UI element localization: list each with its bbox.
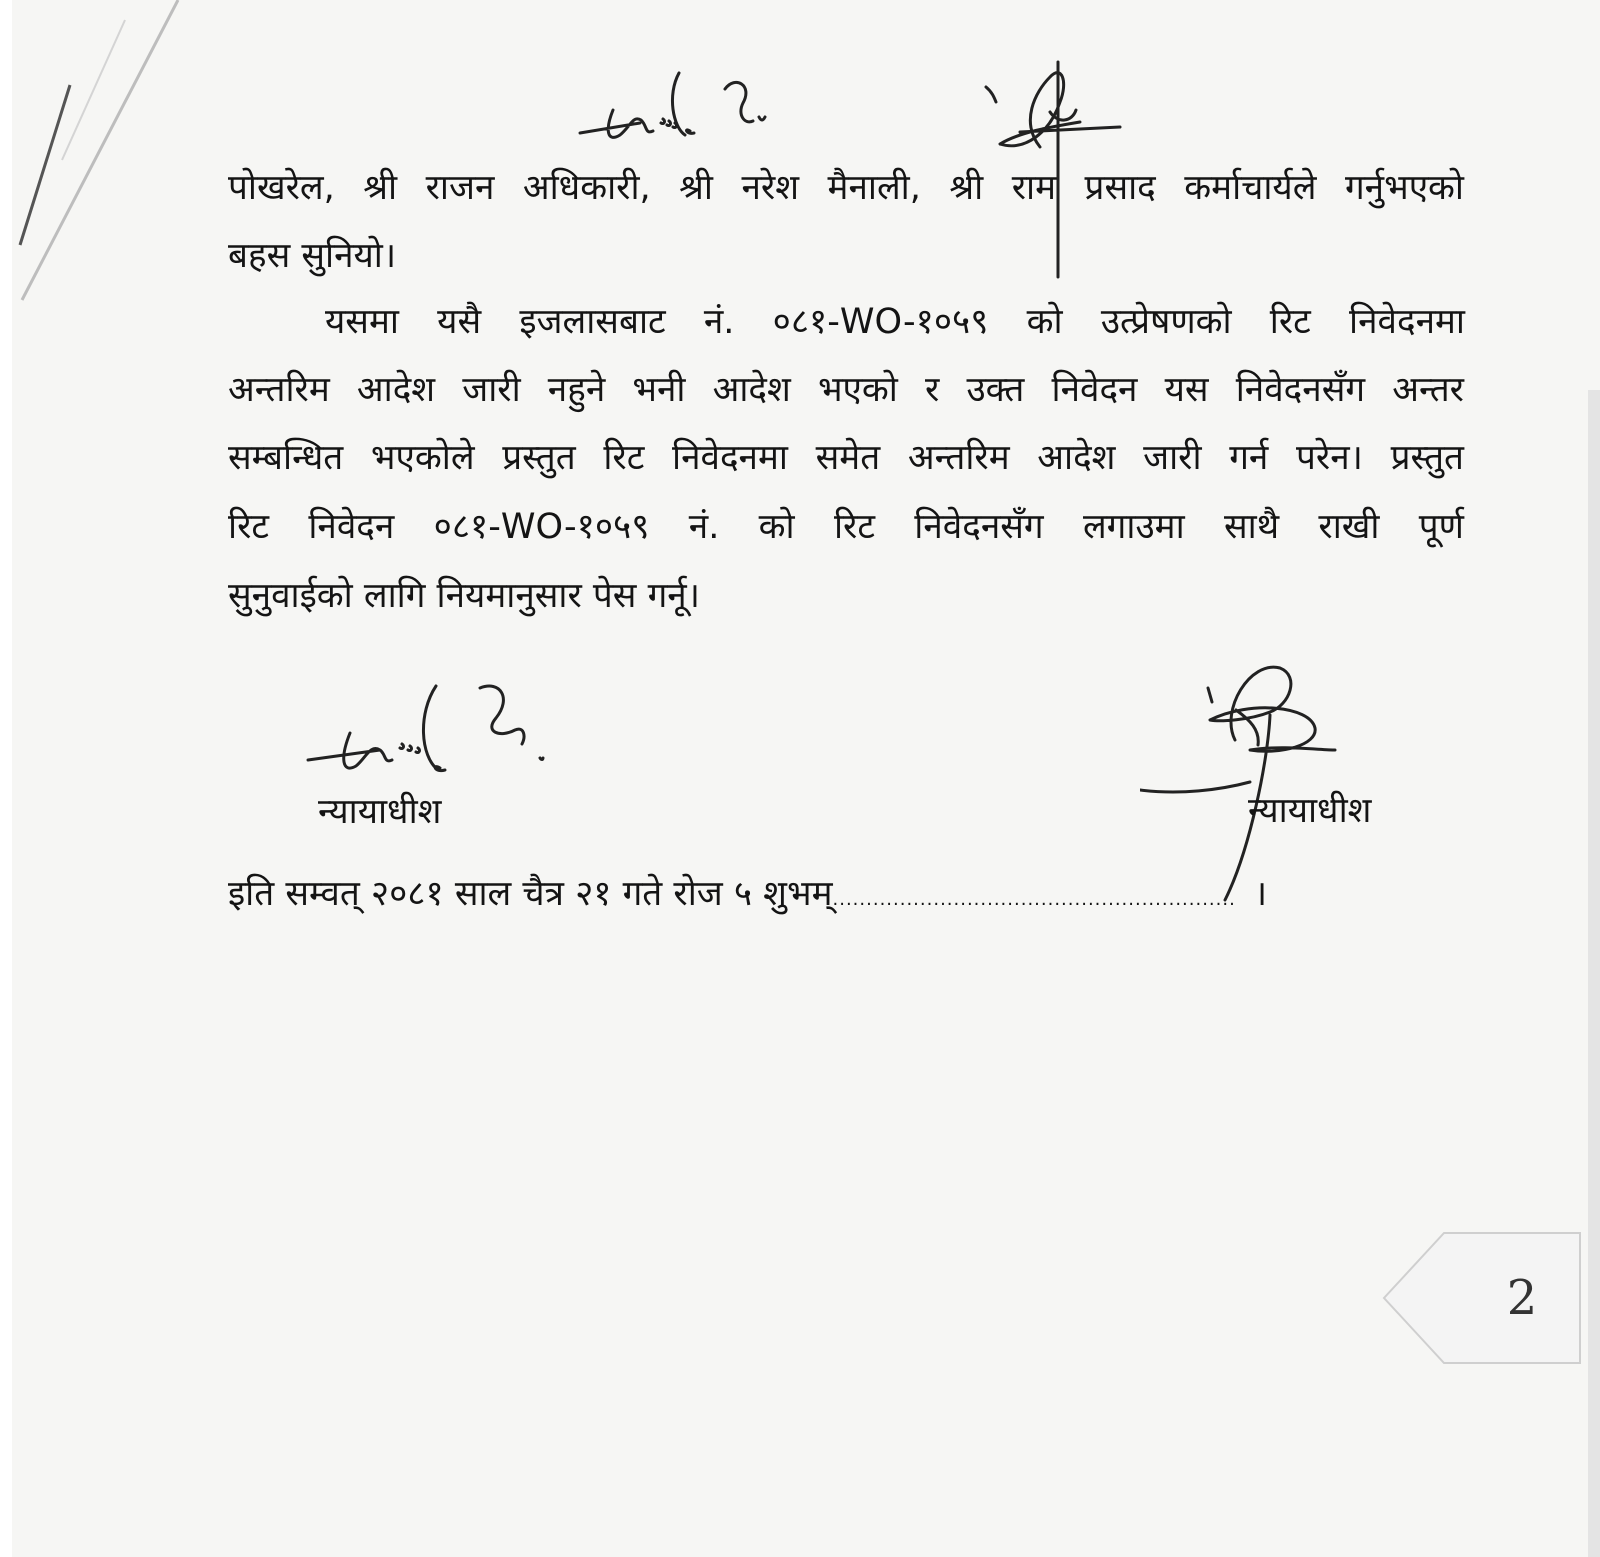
date-line bbox=[228, 870, 1508, 924]
text-line-4: अन्तरिम आदेश जारी नहुने भनी आदेश भएको र उक्त निवेदन यस निवेदनसँग अन्तर bbox=[228, 370, 1464, 410]
signature-initial-left-top bbox=[575, 55, 785, 150]
date-text: इति सम्वत् २०८१ साल चैत्र २१ गते रोज ५ शुभम् bbox=[228, 874, 833, 914]
signature-judge-left bbox=[300, 678, 570, 793]
text-line-5: सम्बन्धित भएकोले प्रस्तुत रिट निवेदनमा समेत अन्तरिम आदेश जारी गर्न परेन। प्रस्तुत bbox=[228, 438, 1464, 478]
page-number: 2 bbox=[1506, 1270, 1538, 1326]
scan-right-shadow bbox=[1588, 390, 1600, 1557]
date-leader-dots: ............................................................ bbox=[832, 889, 1236, 910]
text-line-7: सुनुवाईको लागि नियमानुसार पेस गर्नू। bbox=[228, 576, 700, 616]
text-line-1: पोखरेल, श्री राजन अधिकारी, श्री नरेश मैनाली, श्री राम प्रसाद कर्माचार्यले गर्नुभएको bbox=[228, 168, 1464, 208]
text-line-3: यसमा यसै इजलासबाट नं. ०८१-WO-१०५९ को उत्प्रेषणको रिट निवेदनमा bbox=[325, 302, 1465, 342]
date-end-mark: । bbox=[1253, 874, 1268, 914]
paper-fold-lines bbox=[0, 0, 260, 320]
text-line-2: बहस सुनियो। bbox=[228, 236, 397, 276]
judge-left-label: न्यायाधीश bbox=[318, 792, 442, 832]
judge-right-label: न्यायाधीश bbox=[1248, 791, 1372, 831]
page-number-tag bbox=[1382, 1232, 1582, 1364]
text-line-6: रिट निवेदन ०८१-WO-१०५९ नं. को रिट निवेदनसँग लगाउमा साथै राखी पूर्ण bbox=[228, 507, 1464, 547]
